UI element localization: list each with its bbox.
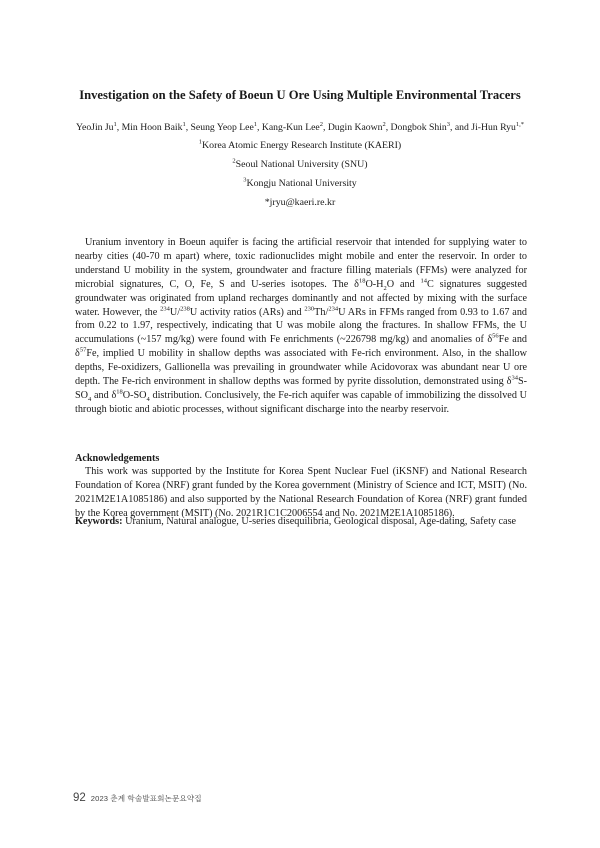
affiliation-sup: 3: [243, 176, 247, 184]
acknowledgements-heading: Acknowledgements: [75, 453, 160, 464]
abstract-paragraph: Uranium inventory in Boeun aquifer is facing the artificial reservoir that intended for supplying water to nearby cities (40-70 m apart) where, toxic radionuclides might mobile and enter the reservoir. In order to understand U mobility in the system, groundwater and fracture filling materials (FFMs) were analyzed for microbial signatures, C, O, Fe, S and U-series isotopes. The $\delta^{18}O-H_2O$ and $^{14}$C signatures suggested groundwater was originated from upland recharges dominantly and not affected by mixing with the surface water. However, the $^{234}$U/$^{238}$U activity ratios (ARs) and $^{230}$Th/$^{234}$U ARs in FFMs ranged from 0.93 to 1.67 and from 0.22 to 1.97, respectively, indicating that U was mobile along the fractures. In shallow FFMs, the U accumulations (~157 mg/kg) were found with Fe enrichments (~226798 mg/kg) and anomalies of $\delta^{56}Fe$ and $\delta^{57}Fe$, implied U mobility in shallow depths was associated with Fe-rich environment. Also, in the shallow depths, Fe-oxidizers, Gallionella was prevailing in groundwater while Acidovorax was abundant near U ore depth. The Fe-rich environment in shallow depths was formed by pyrite dissolution, demonstrated using $\delta^{34}S-SO_4$ and $\delta^{18}O-SO_4$ distribution. Conclusively, the Fe-rich aquifer was capable of immobilizing the dissolved U through biotic and abiotic processes, without significant discharge into the nearby reservoir.: [75, 237, 528, 415]
affiliation-1: [40, 139, 560, 152]
author-affil-sup: 1: [253, 120, 258, 128]
author-name: Min Hoon Baik: [121, 122, 183, 133]
affiliation-text: Kongju National University: [246, 178, 357, 189]
affiliation-text: Korea Atomic Energy Research Institute (KAERI): [202, 140, 402, 151]
author-name: Dugin Kaown: [327, 122, 383, 133]
author-name: Seung Yeop Lee: [190, 122, 254, 133]
author-affil-sup: 2: [382, 120, 386, 128]
author-affil-sup: 1,*: [515, 120, 524, 128]
author-name: YeoJin Ju: [76, 122, 114, 133]
author-affil-sup: 2: [319, 120, 323, 128]
corresponding-email: *jryu@kaeri.re.kr: [264, 197, 336, 208]
author-name: Ji-Hun Ryu: [471, 122, 516, 133]
page-footer: [73, 788, 202, 806]
author-name: Dongbok Shin: [390, 122, 447, 133]
author-affil-sup: 1: [182, 120, 186, 128]
keywords-line: [75, 515, 527, 529]
keywords-label: Keywords:: [75, 516, 123, 527]
author-list: YeoJin Ju$^1$, Min Hoon Baik$^1$, Seung Yeop Lee$^1$, Kang-Kun Lee$^2$, Dugin Kaown$^2$, Dongbok Shin$^3$, and Ji-Hun Ryu$^{1,*}$: [76, 120, 524, 133]
author-affil-sup: 1: [113, 120, 117, 128]
affiliation-3: [40, 177, 560, 190]
author-name: Kang-Kun Lee: [261, 122, 320, 133]
affiliation-sup: 1: [198, 138, 203, 146]
affiliation-text: Seoul National University (SNU): [235, 159, 368, 170]
affiliation-2: [40, 158, 560, 171]
proceedings-title: 2023 춘계 학술발표회논문요약집: [90, 794, 202, 803]
acknowledgements-body: This work was supported by the Institute for Korea Spent Nuclear Fuel (iKSNF) and National Research Foundation of Korea (NRF) grant funded by the Korea government (Ministry of Science and ICT, MSIT) (No. 2021M2E1A1085186) and also supported by the National Research Foundation of Korea (NRF) grant funded by the Korea government (MSIT) (No. 2021R1C1C2006554 and No. 2021M2E1A1085186).: [75, 466, 527, 519]
author-affil-sup: 3: [446, 120, 451, 128]
keywords-text: Uranium, Natural analogue, U-series disequilibria, Geological disposal, Age-dating, Safety case: [125, 516, 517, 527]
page-number: 92: [73, 792, 86, 804]
paper-title: Investigation on the Safety of Boeun U Ore Using Multiple Environmental Tracers: [79, 88, 521, 102]
author-conjunction: and: [454, 122, 469, 133]
affiliation-sup: 2: [232, 157, 236, 165]
